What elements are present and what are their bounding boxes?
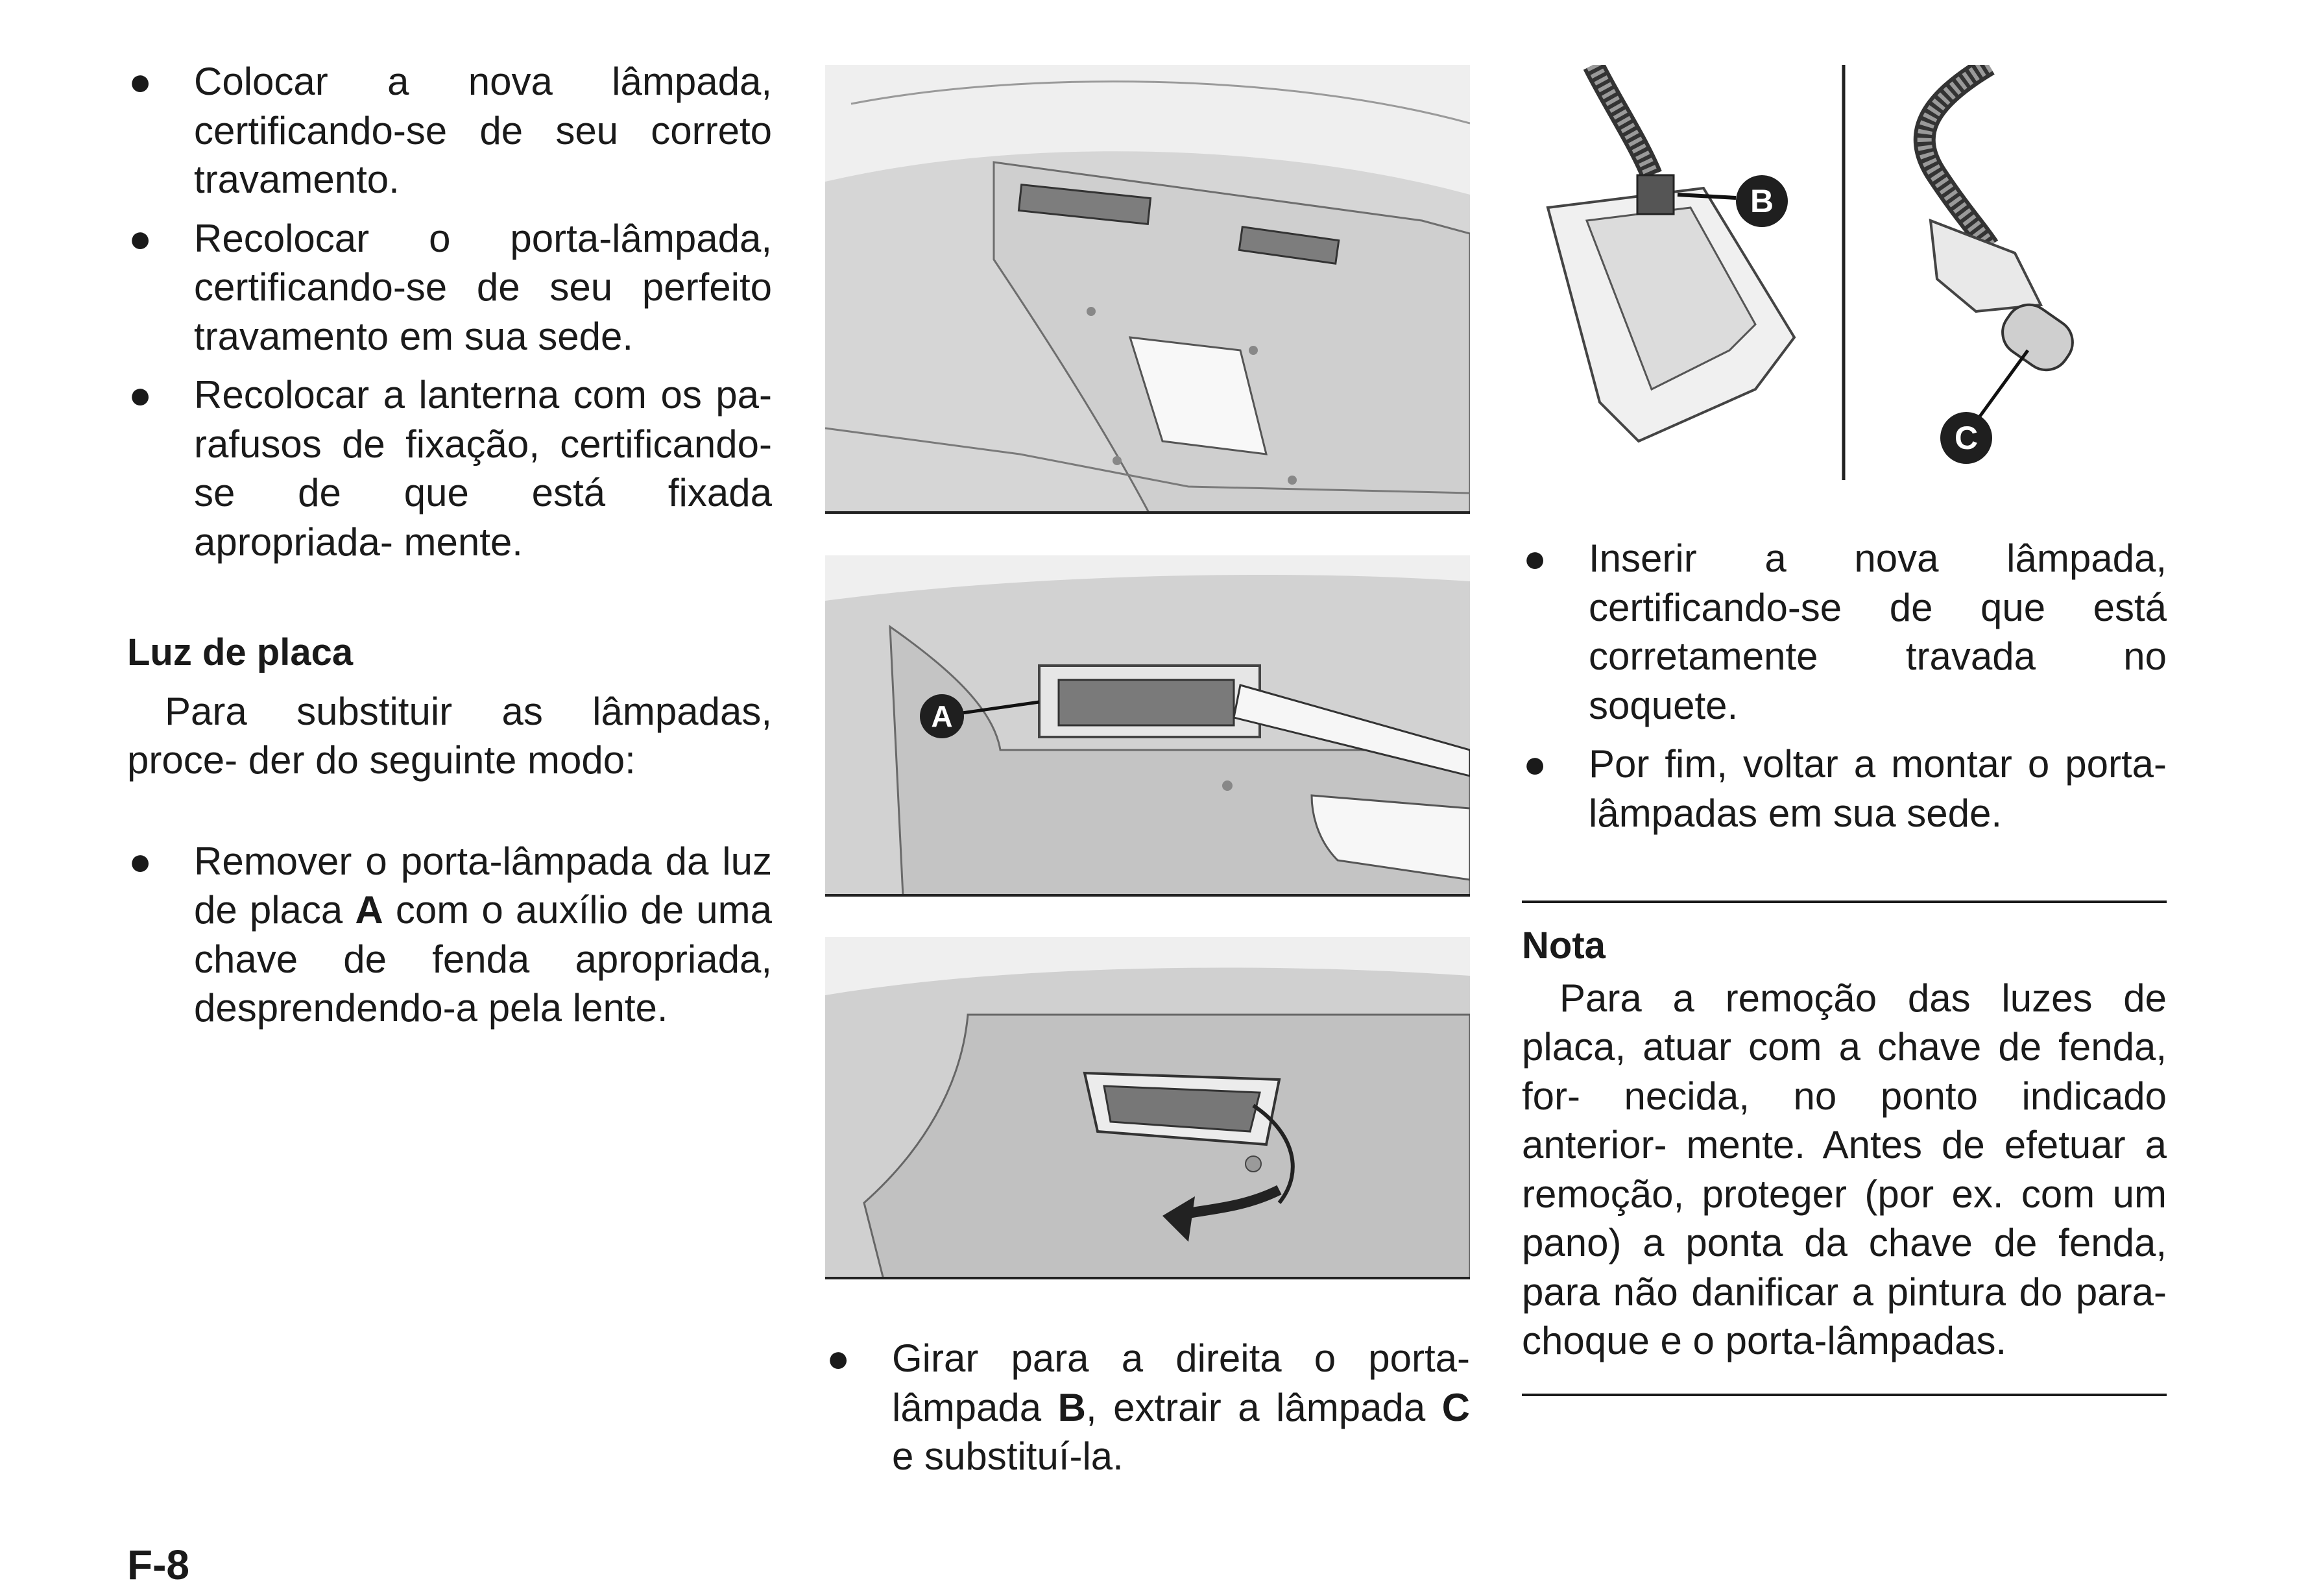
figure-lamp-holder-and-bulb (1522, 65, 2167, 480)
list-item: ● Inserir a nova lâmpada, certificando-se de que está corretamente travada no soquete. (1522, 534, 2167, 730)
bullet-icon: ● (128, 60, 152, 103)
section-heading: Luz de placa (127, 631, 354, 673)
list-item: ● Recolocar o porta-lâmpada, certificando-se de seu perfeito travamento em sua sede. (127, 214, 772, 361)
callout-label-c: C (1954, 420, 1979, 456)
figure-remove-lamp-holder (825, 555, 1470, 897)
callout-label-b: B (1750, 183, 1774, 219)
figure-tailgate-plate-area (825, 65, 1470, 514)
bullet-icon: ● (128, 839, 152, 883)
left-column (127, 57, 772, 1033)
tailgate-illustration (825, 65, 1470, 514)
list-item: ● Girar para a direita o porta-lâmpada B, extrair a lâmpada C e substituí-la. (825, 1334, 1470, 1481)
callout-label-a: A (931, 699, 953, 733)
bullet-icon: ● (128, 373, 152, 417)
bullet-icon: ● (128, 216, 152, 260)
note-heading: Nota (1522, 925, 1606, 967)
bullet-icon: ● (1523, 742, 1547, 786)
note-top-divider (1522, 901, 2167, 903)
bullet-icon: ● (826, 1336, 850, 1380)
list-item: ● Recolocar a lanterna com os pa- rafusos de fixação, certificando- se de que está fixada apropriada- mente. (127, 370, 772, 566)
note-text: Para a remoção das luzes de placa, atuar com a chave de fenda, for- necida, no ponto indicado anterior- mente. Antes de efetuar a remoção, proteger (por ex. com um pano) a ponta da chave de fenda, para não danificar a pintura do para-choque e o porta-lâmpadas. (1522, 976, 2167, 1362)
intro-paragraph: Para substituir as lâmpadas, proce- der do seguinte modo: (127, 689, 772, 782)
note-box (1522, 921, 2167, 1366)
right-column (1522, 534, 2167, 838)
bullet-icon: ● (1523, 537, 1547, 580)
figure-rotate-lamp-holder (825, 937, 1470, 1279)
note-bottom-divider (1522, 1394, 2167, 1396)
middle-column-text (825, 1334, 1470, 1481)
list-item: ● Por fim, voltar a montar o porta- lâmpadas em sua sede. (1522, 740, 2167, 838)
lamp-holder-bulb-illustration (1522, 65, 2167, 480)
list-item: ● Colocar a nova lâmpada, certificando-se de seu correto travamento. (127, 57, 772, 204)
rotate-holder-illustration (825, 937, 1470, 1279)
list-item: ● Remover o porta-lâmpada da luz de placa A com o auxílio de uma chave de fenda apropriada, desprendendo-a pela lente. (127, 837, 772, 1033)
page-number: F-8 (127, 1542, 189, 1588)
